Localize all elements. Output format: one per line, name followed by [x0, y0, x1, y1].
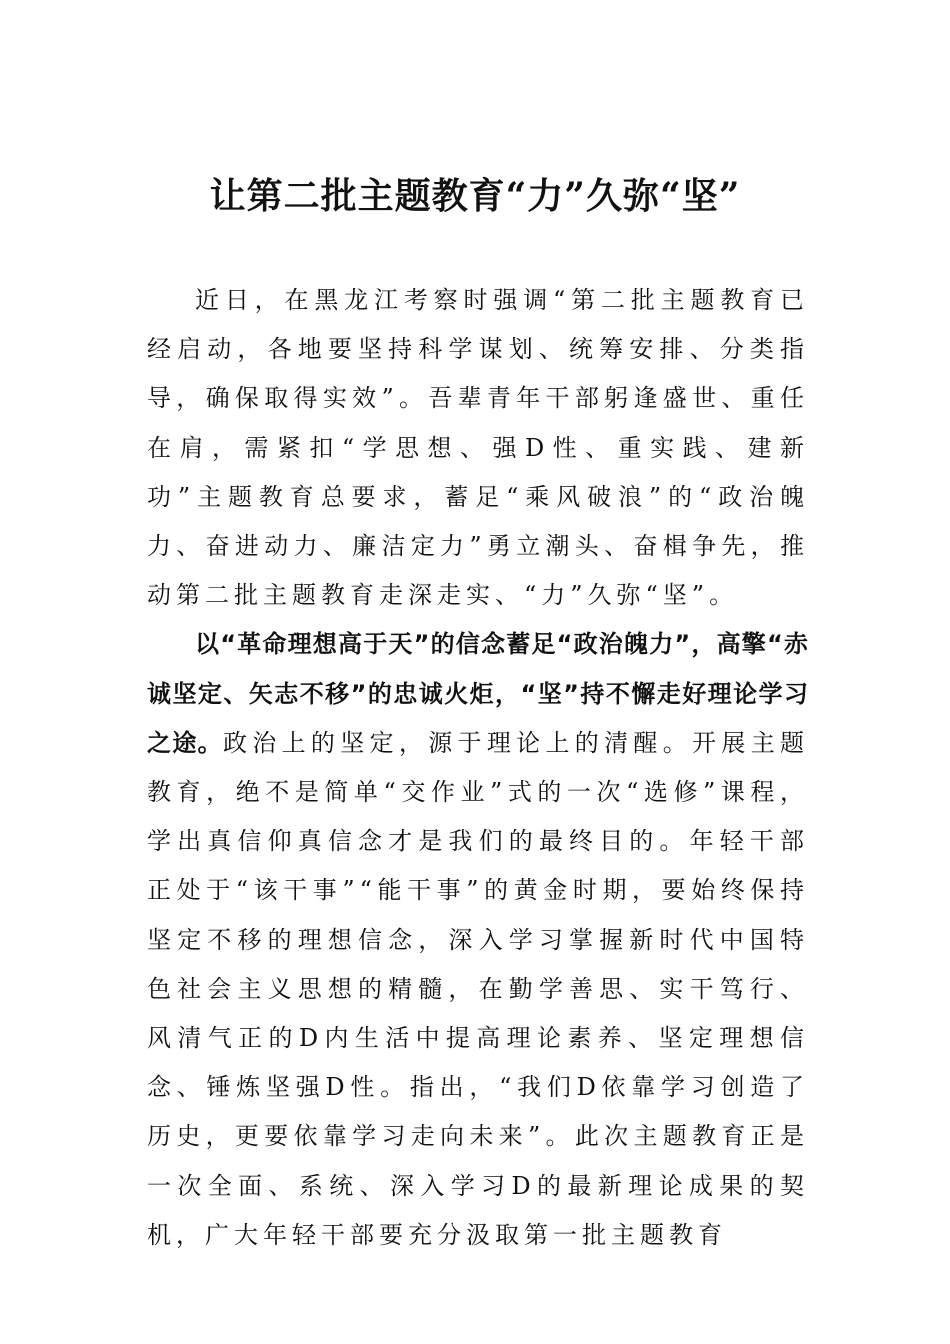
paragraph-intro-text: 近日，在黑龙江考察时强调“第二批主题教育已经启动，各地要坚持科学谋划、统筹安排、分类指导，确保取得实效”。吾辈青年干部躬逢盛世、重任在肩，需紧扣“学思想、强D性、重实践、建新功”主题教育总要求，蓄足“乘风破浪”的“政治魄力、奋进动力、廉洁定力”勇立潮头、奋楫争先，推动第二批主题教育走深走实、“力”久弥“坚”。	[147, 286, 809, 610]
document-body	[147, 276, 809, 1260]
paragraph-political-resolve-text: 政治上的坚定，源于理论上的清醒。开展主题教育，绝不是简单“交作业”式的一次“选修”课程，学出真信仰真信念才是我们的最终目的。年轻干部正处于“该干事”“能干事”的黄金时期，要始终保持坚定不移的理想信念，深入学习掌握新时代中国特色社会主义思想的精髓，在勤学善思、实干笃行、风清气正的D内生活中提高理论素养、坚定理想信念、锤炼坚强D性。指出，“我们D依靠学习创造了历史，更要依靠学习走向未来”。此次主题教育正是一次全面、系统、深入学习D的最新理论成果的契机，广大年轻干部要充分汲取第一批主题教育	[147, 728, 810, 1249]
document-title: 让第二批主题教育“力”久弥“坚”	[209, 175, 741, 217]
paragraph-intro	[147, 276, 809, 620]
paragraph-lead-heading: 以“革命理想高于天”的信念蓄足“政治魄力”，高擎“赤诚坚定、矢志不移”的忠诚火炬，“坚”持不懈走好理论学习之途。	[147, 630, 809, 757]
paragraph-political-resolve	[147, 620, 809, 1260]
